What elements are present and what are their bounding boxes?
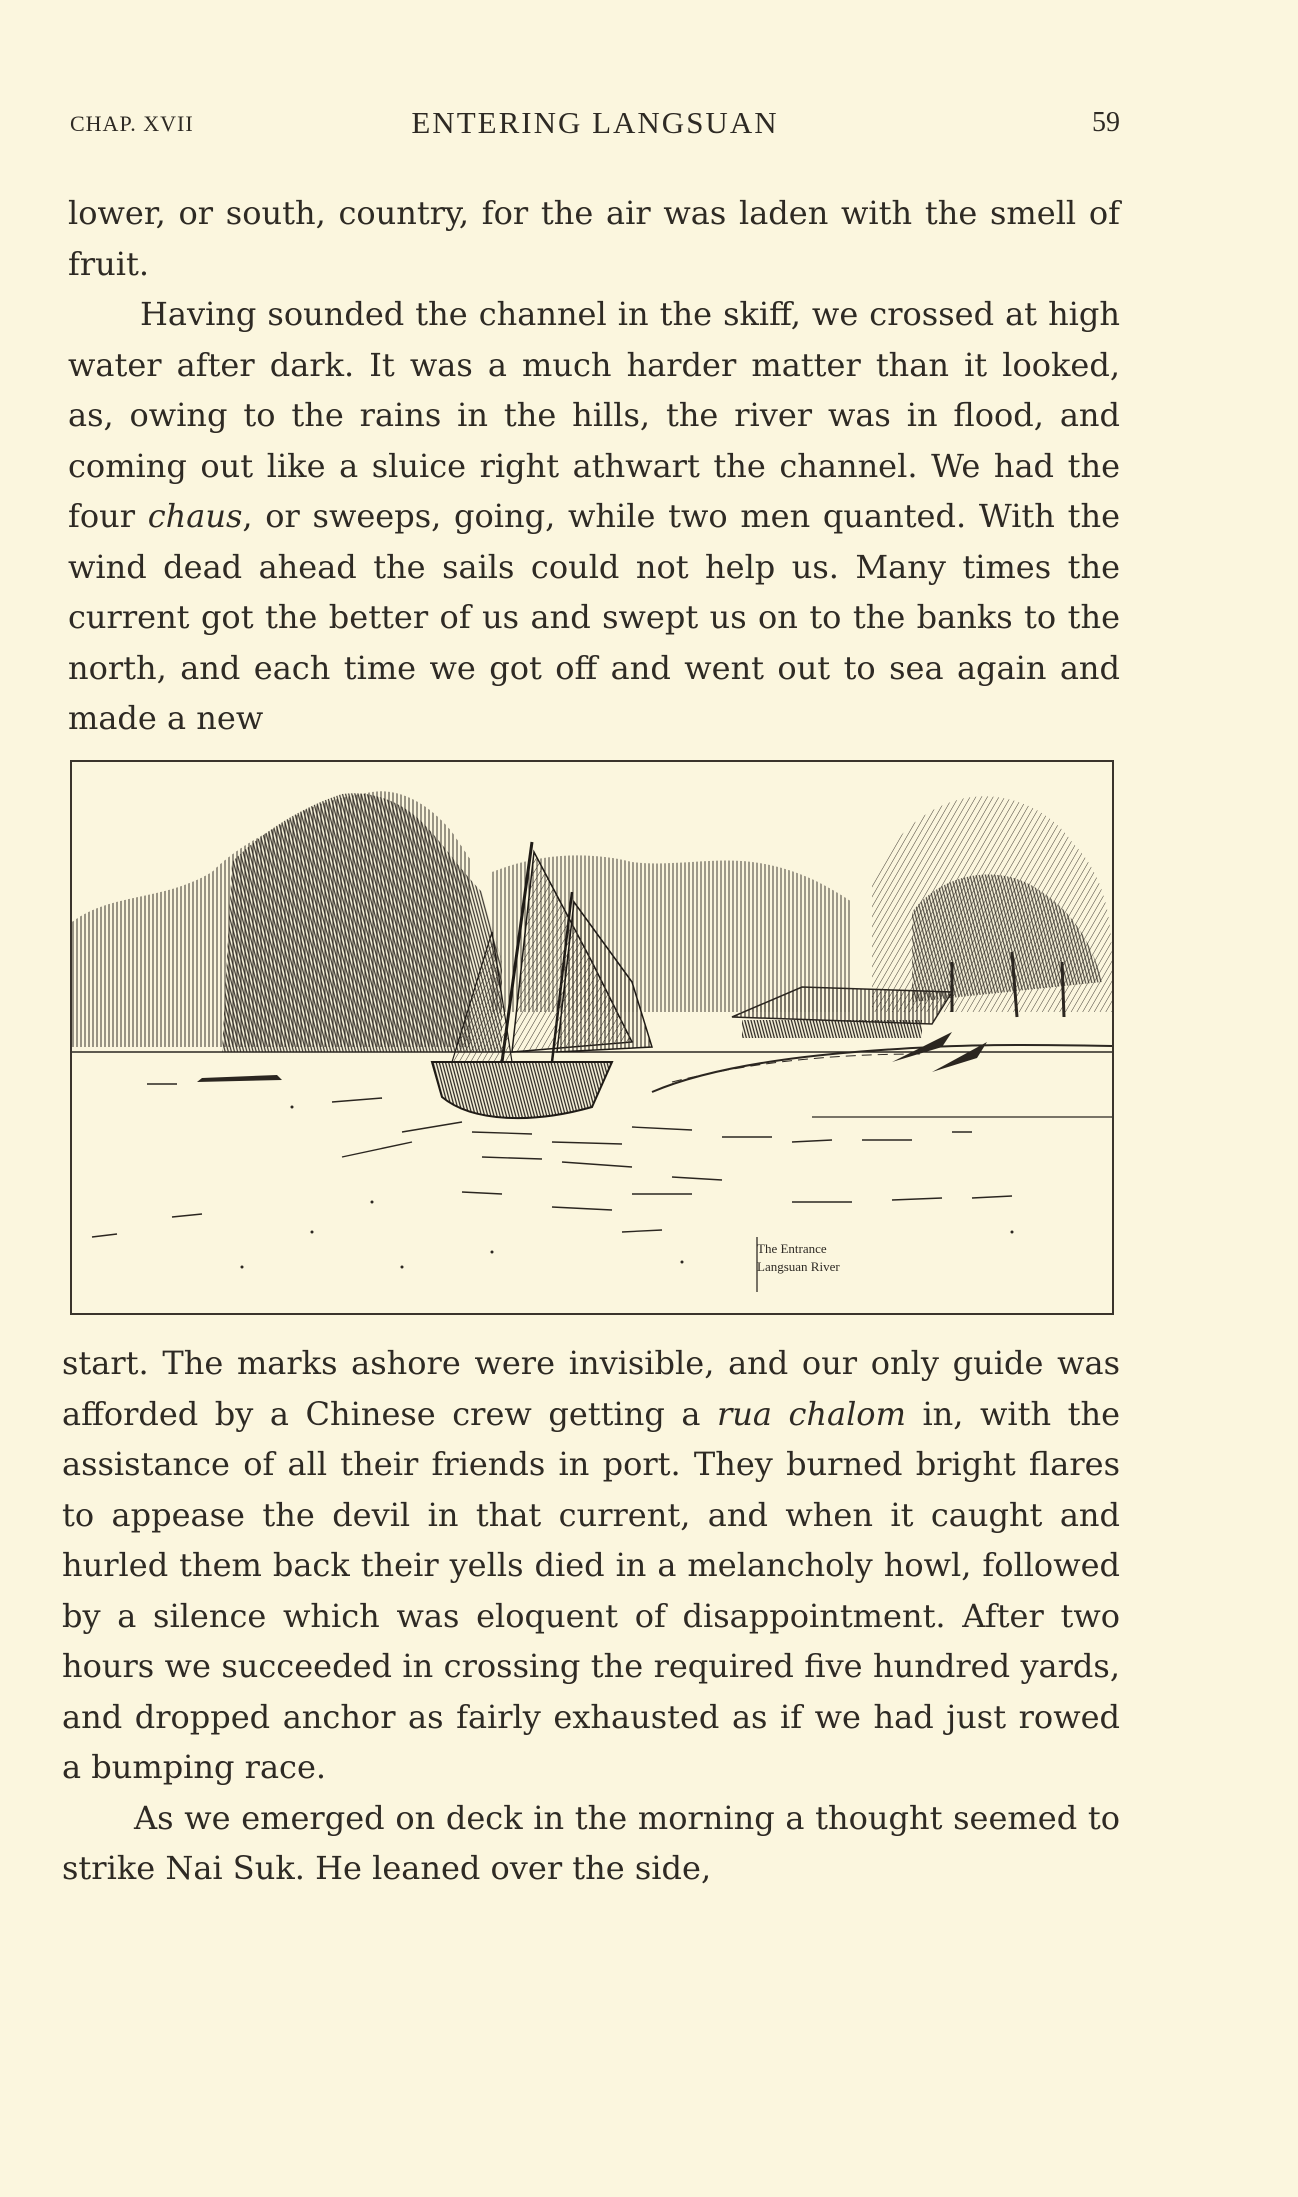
engraving-drawing <box>72 762 1112 1313</box>
paragraph-1: lower, or south, country, for the air was laden with the smell of fruit. <box>68 194 1120 283</box>
caption-line-2: Langsuan River <box>757 1259 840 1274</box>
cliff-center <box>222 793 502 1052</box>
paragraph-3-part-b: in, with the assistance of all their friends in port. They burned bright flares to appease the devil in that current, and when it caught and hurled them back their yells died in a melancholy howl, followed by a silence which was eloquent of disappointment. After two hours we succeeded in crossing the required five hundred yards, and dropped anchor as fairly exhausted as if we had just rowed a bumping race. <box>62 1394 1121 1786</box>
text-block-bottom <box>62 1338 1120 1894</box>
paragraph-2-part-a: Having sounded the channel in the skiff, we crossed at high water after dark. It was a much harder matter than it looked, as, owing to the rains in the hills, the river was in flood, and coming out like a sluice right athwart the channel. We had the four <box>68 295 1120 535</box>
illustration-langsuan-entrance <box>70 760 1114 1315</box>
paragraph-3-part-a: start. The marks ashore were invisible, and our only guide was afforded by a Chinese crew getting a <box>62 1344 1120 1433</box>
paragraph-3 <box>62 1338 1120 1793</box>
chapter-title: ENTERING LANGSUAN <box>411 105 779 140</box>
paragraph-2-italic: chaus <box>147 497 243 535</box>
chapter-label: CHAP. XVII <box>70 111 194 136</box>
paragraph-4: As we emerged on deck in the morning a thought seemed to strike Nai Suk. He leaned over the side, <box>62 1798 1120 1887</box>
caption-line-1: The Entrance <box>757 1241 827 1256</box>
paragraph-2 <box>68 289 1120 744</box>
small-boat-3 <box>197 1075 282 1082</box>
page-number: 59 <box>1092 107 1120 138</box>
text-block-top <box>68 188 1120 744</box>
water-dots <box>241 1106 1014 1269</box>
paragraph-2-part-b: , or sweeps, going, while two men quanted. With the wind dead ahead the sails could not help us. Many times the current got the better of us and swept us on to the banks to the north, and each time we got off and went out to sea again and made a new <box>68 497 1121 737</box>
paragraph-3-italic: rua chalom <box>716 1394 906 1433</box>
illustration-caption <box>757 1240 840 1276</box>
running-head <box>70 105 1120 145</box>
